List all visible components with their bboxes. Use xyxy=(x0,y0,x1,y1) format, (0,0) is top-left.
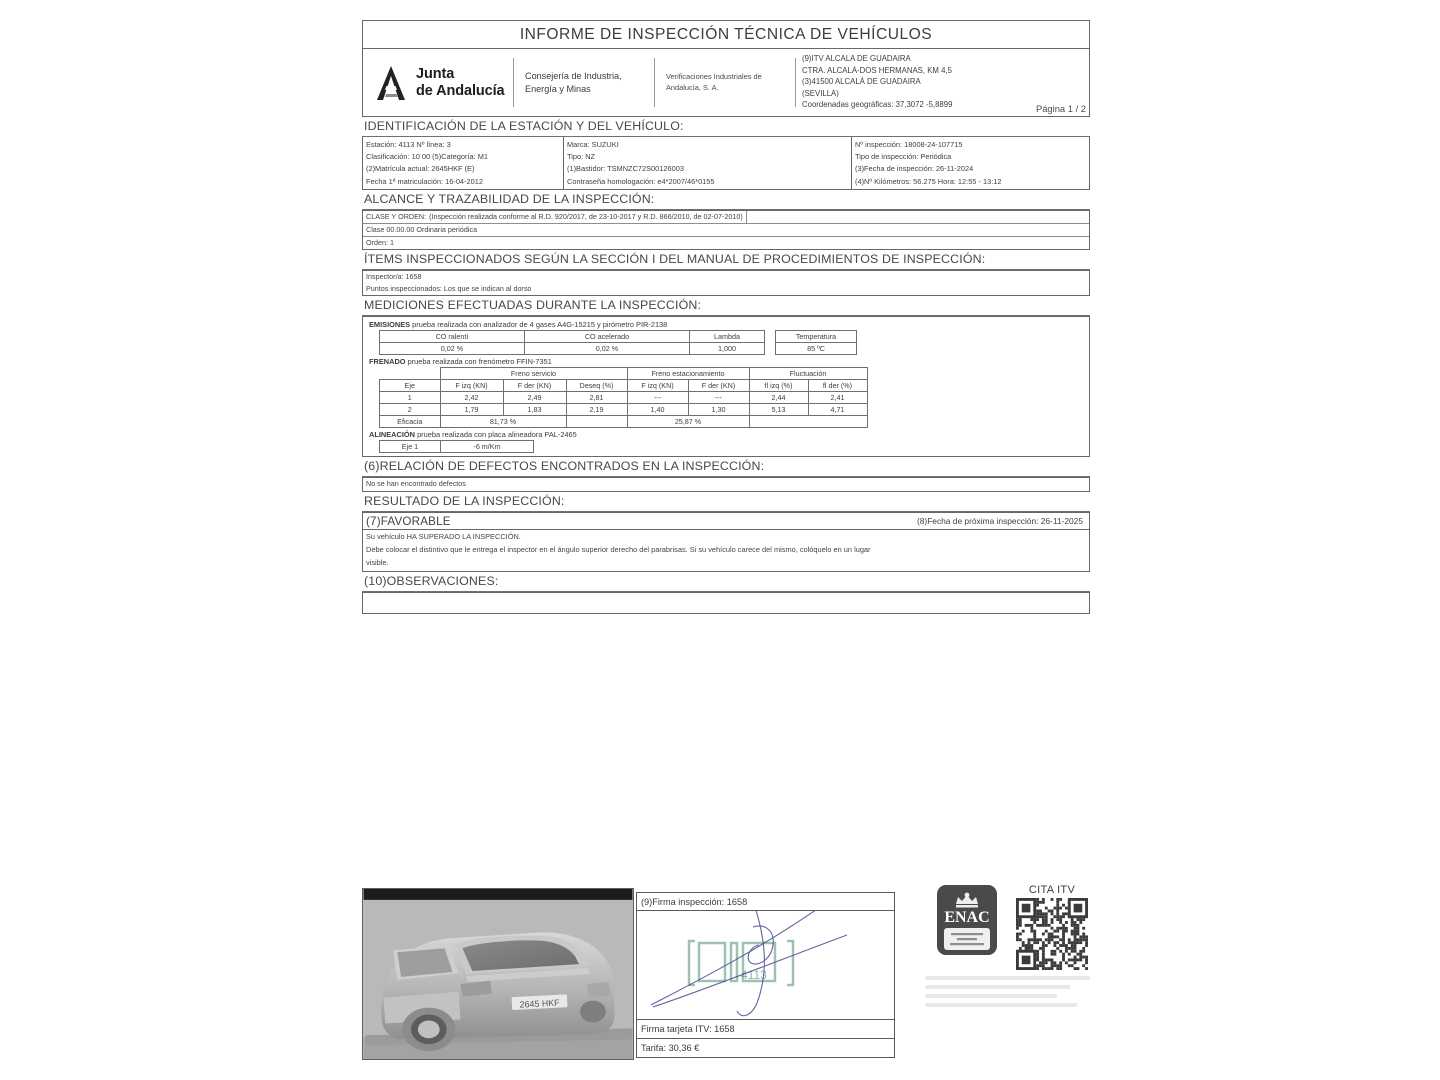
reverse-side-showthrough xyxy=(925,976,1090,1012)
vehicle-photo xyxy=(362,888,634,1060)
alignment-table xyxy=(379,440,534,453)
emissions-note: prueba realizada con analizador de 4 gases A4G-15215 y pirómetro PIR-2138 xyxy=(412,320,668,330)
station-coordinates: Coordenadas geográficas: 37,3072 -5,8899 xyxy=(802,100,953,110)
efficacy-parking-value: 25,87 % xyxy=(627,416,749,428)
stamp-station-number: 4113 xyxy=(741,968,767,982)
identification-column-vehicle xyxy=(563,137,851,189)
emissions-label-row xyxy=(366,318,1089,330)
braking-row xyxy=(380,404,868,416)
verdict-row xyxy=(363,513,1089,529)
consejeria-line-2: Energía y Minas xyxy=(525,83,591,94)
alignment-label: ALINEACIÓN xyxy=(369,430,415,440)
showthrough-line xyxy=(925,1003,1077,1007)
signature-canvas xyxy=(636,911,895,1020)
braking-header: fl der (%) xyxy=(808,380,867,392)
id-field: Nº inspección: 18008-24-107715 xyxy=(855,140,963,149)
id-field: Estación: 4113 Nº línea: 3 xyxy=(366,140,451,149)
braking-table xyxy=(379,367,868,428)
emissions-value: 1,000 xyxy=(690,343,765,355)
id-field: (2)Matrícula actual: 2645HKF (E) xyxy=(366,164,475,174)
signature-inspection-label: (9)Firma inspección: 1658 xyxy=(636,892,895,911)
page-title: INFORME DE INSPECCIÓN TÉCNICA DE VEHÍCULOS xyxy=(519,25,933,43)
alignment-row xyxy=(380,441,534,453)
result-note-line: Debe colocar el distintivo que le entrega el inspector en el ángulo superior derecho del parabrisas. Si su vehículo carece del mismo, colóquelo en un lugar xyxy=(366,545,871,555)
braking-cell: 2,19 xyxy=(566,404,627,416)
measurements-box xyxy=(362,316,1090,457)
junta-logo-text xyxy=(416,66,505,99)
braking-group-header-row xyxy=(380,368,868,380)
signature-card-label: Firma tarjeta ITV: 1658 xyxy=(636,1020,895,1039)
inspected-points: Puntos inspeccionados: Los que se indican al dorso xyxy=(366,284,532,294)
emissions-value: 85 ºC xyxy=(776,343,857,355)
braking-cell: 1,30 xyxy=(688,404,749,416)
fee-label: Tarifa: 30,36 € xyxy=(636,1039,895,1058)
braking-header: F izq (KN) xyxy=(627,380,688,392)
consejeria-text xyxy=(525,70,622,95)
braking-cell: 2 xyxy=(380,404,441,416)
clase-orden-label: CLASE Y ORDEN: xyxy=(366,212,427,221)
id-field: Contraseña homologación: e4*2007/46*0155 xyxy=(567,176,715,186)
defects-title: (6)RELACIÓN DE DEFECTOS ENCONTRADOS EN LA INSPECCIÓN: xyxy=(362,457,1090,477)
emissions-value: 0,02 % xyxy=(380,343,525,355)
braking-group-header: Fluctuación xyxy=(749,368,867,380)
enac-logo xyxy=(936,884,998,956)
braking-cell: 2,49 xyxy=(503,392,566,404)
result-title: RESULTADO DE LA INSPECCIÓN: xyxy=(362,492,1090,512)
consejeria-line-1: Consejería de Industria, xyxy=(525,71,622,81)
page-number: Página 1 / 2 xyxy=(1035,103,1086,114)
identification-table xyxy=(362,137,1090,190)
next-inspection-date: (8)Fecha de próxima inspección: 26-11-2025 xyxy=(916,516,1083,527)
signature-drawing xyxy=(637,911,894,1020)
braking-cell: --- xyxy=(627,392,688,404)
braking-header: F izq (KN) xyxy=(440,380,503,392)
station-address-line: (9)ITV ALCALA DE GUADAIRA xyxy=(802,54,911,63)
handwritten-signature xyxy=(651,911,847,1016)
qr-code-icon[interactable] xyxy=(1016,898,1088,970)
station-address-line: CTRA. ALCALÁ-DOS HERMANAS, KM 4,5 xyxy=(802,65,952,75)
efficacy-service-value: 81,73 % xyxy=(440,416,566,428)
operator-block xyxy=(655,49,795,116)
braking-efficacy-row xyxy=(380,416,868,428)
alignment-label-row xyxy=(366,428,1089,440)
braking-cell: 1,83 xyxy=(503,404,566,416)
braking-label-row xyxy=(366,355,1089,367)
emissions-header-row xyxy=(380,331,857,343)
station-address-line: (3)41500 ALCALÁ DE GUADAIRA xyxy=(802,77,921,87)
cita-itv-label: CITA ITV xyxy=(1028,884,1076,896)
braking-group-header: Freno estacionamiento xyxy=(627,368,749,380)
junta-line-1: Junta xyxy=(416,66,455,82)
inspection-report xyxy=(362,20,1090,614)
braking-cell: 2,42 xyxy=(440,392,503,404)
result-verdict-box xyxy=(362,512,1090,530)
consejeria-block xyxy=(514,49,654,116)
junta-logo-icon xyxy=(375,64,409,102)
braking-cell: 4,71 xyxy=(808,404,867,416)
observations-box[interactable] xyxy=(362,592,1090,614)
braking-cell: 1 xyxy=(380,392,441,404)
showthrough-line xyxy=(925,976,1090,980)
id-field: (4)Nº Kilómetros: 56.275 Hora: 12:55 - 13:12 xyxy=(855,176,1002,186)
braking-header: Deseq (%) xyxy=(566,380,627,392)
braking-header: Eje xyxy=(380,380,441,392)
braking-cell: 1,40 xyxy=(627,404,688,416)
id-field: (1)Bastidor: TSMNZC72S00126003 xyxy=(567,164,684,174)
id-field: Fecha 1ª matriculación: 16-04-2012 xyxy=(366,176,483,186)
enac-logo-icon xyxy=(936,884,998,956)
items-title: ÍTEMS INSPECCIONADOS SEGÚN LA SECCIÓN I DEL MANUAL DE PROCEDIMIENTOS DE INSPECCIÓN: xyxy=(362,250,1090,270)
identification-column-station xyxy=(363,137,563,189)
scope-title: ALCANCE Y TRAZABILIDAD DE LA INSPECCIÓN: xyxy=(362,190,1090,210)
emissions-table xyxy=(379,330,857,355)
verdict-text: (7)FAVORABLE xyxy=(366,514,451,528)
scope-box xyxy=(362,210,1090,250)
braking-label: FRENADO xyxy=(369,357,406,367)
clase-value: Clase 00.00.00 Ordinaria periódica xyxy=(363,224,1089,237)
clase-orden-row xyxy=(363,211,1089,224)
efficacy-label: Eficacia xyxy=(380,416,441,428)
showthrough-line xyxy=(925,994,1057,998)
braking-cell: 5,13 xyxy=(749,404,808,416)
braking-cell: 2,44 xyxy=(749,392,808,404)
braking-cell: 2,41 xyxy=(808,392,867,404)
emissions-header: Lambda xyxy=(690,331,765,343)
clase-orden-note: (Inspección realizada conforme al R.D. 920/2017, de 23-10-2017 y R.D. 866/2010, de 02-07-2010) xyxy=(426,211,747,223)
emissions-header: CO ralentí xyxy=(380,331,525,343)
signature-panel xyxy=(636,892,895,1058)
operator-line-2: Andalucía, S. A. xyxy=(666,82,719,92)
defects-content: No se han encontrado defectos xyxy=(366,479,466,489)
alignment-value: -6 m/Km xyxy=(441,441,534,453)
emissions-header: CO acelerado xyxy=(525,331,690,343)
identification-title: IDENTIFICACIÓN DE LA ESTACIÓN Y DEL VEHÍCULO: xyxy=(362,117,1090,137)
id-field: Clasificación: 10 00 (5)Categoría: M1 xyxy=(366,152,489,162)
report-header-band xyxy=(362,49,1090,117)
cita-itv-block[interactable] xyxy=(1016,884,1088,975)
station-address-line: (SEVILLA) xyxy=(802,88,839,98)
alignment-note: prueba realizada con placa alineadora PAL-2465 xyxy=(417,430,577,440)
braking-cell: 1,79 xyxy=(440,404,503,416)
observations-title: (10)OBSERVACIONES: xyxy=(362,572,1090,592)
identification-column-inspection xyxy=(851,137,1089,189)
operator-line-1: Verificaciones Industriales de xyxy=(666,72,762,82)
id-field: Tipo de inspección: Periódica xyxy=(855,152,952,162)
junta-line-2: de Andalucía xyxy=(416,82,505,99)
braking-header: fl izq (%) xyxy=(749,380,808,392)
emissions-value: 0,02 % xyxy=(525,343,690,355)
braking-header: F der (KN) xyxy=(503,380,566,392)
measurements-title: MEDICIONES EFECTUADAS DURANTE LA INSPECCIÓN: xyxy=(362,296,1090,316)
orden-value: Orden: 1 xyxy=(366,238,394,248)
braking-note: prueba realizada con frenómetro FFIN-7351 xyxy=(407,357,552,367)
inspector-id: Inspector/a: 1658 xyxy=(366,272,422,282)
result-note-line: Su vehículo HA SUPERADO LA INSPECCIÓN. xyxy=(366,532,521,542)
emissions-label: EMISIONES xyxy=(369,320,411,330)
braking-cell: 2,81 xyxy=(566,392,627,404)
result-note-line: visible. xyxy=(366,557,389,567)
alignment-axle-label: Eje 1 xyxy=(380,441,441,453)
braking-cell: --- xyxy=(688,392,749,404)
braking-header: F der (KN) xyxy=(688,380,749,392)
result-notes-box xyxy=(362,530,1090,572)
defects-box xyxy=(362,477,1090,492)
id-field: Marca: SUZUKI xyxy=(567,140,619,149)
showthrough-line xyxy=(925,985,1070,989)
braking-header-row xyxy=(380,380,868,392)
braking-group-header: Freno servicio xyxy=(440,368,627,380)
junta-andalucia-logo xyxy=(363,49,513,116)
enac-wordmark: ENAC xyxy=(944,909,990,926)
photo-plate-text: 2645 HKF xyxy=(519,997,560,1010)
vehicle-photo-image xyxy=(363,889,633,1059)
emissions-value-row xyxy=(380,343,857,355)
report-title-box xyxy=(362,20,1090,49)
emissions-header: Temperatura xyxy=(776,331,857,343)
braking-row xyxy=(380,392,868,404)
id-field: Tipo: NZ xyxy=(567,152,596,162)
operator-text xyxy=(666,72,762,93)
items-box xyxy=(362,270,1090,296)
id-field: (3)Fecha de inspección: 26-11-2024 xyxy=(855,164,974,174)
